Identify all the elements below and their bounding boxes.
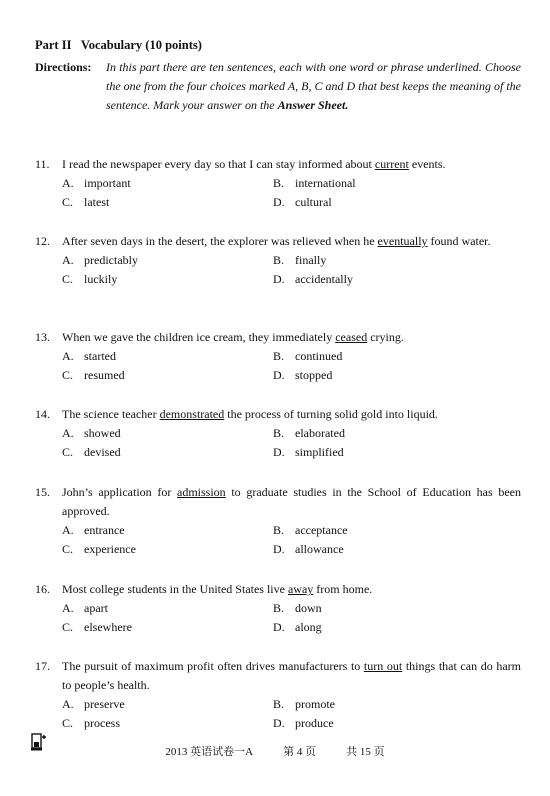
stem-after: from home. (313, 582, 373, 596)
question-stem (35, 232, 521, 251)
stem-after: things that can do harm to people’s health. (62, 659, 522, 692)
question-11 (35, 155, 521, 212)
underlined-word: current (374, 157, 409, 171)
question-stem (35, 483, 521, 521)
option-d: D. stopped (273, 368, 333, 382)
question-15 (35, 483, 521, 559)
option-b: B. international (273, 176, 356, 190)
stem-before: John’s application for (62, 485, 177, 499)
options (62, 521, 521, 559)
question-stem (35, 155, 521, 174)
stem-after: found water. (427, 234, 491, 248)
underlined-word: eventually (377, 234, 428, 248)
options (62, 251, 521, 289)
question-13 (35, 328, 521, 385)
page-footer (0, 743, 550, 759)
stem-before: When we gave the children ice cream, they immediately (62, 330, 336, 344)
option-d: D. simplified (273, 445, 344, 459)
section-heading (35, 38, 202, 53)
question-stem (35, 328, 521, 347)
option-b: B. continued (273, 349, 343, 363)
underlined-word: ceased (335, 330, 368, 344)
stem-before: After seven days in the desert, the explorer was relieved when he (62, 234, 378, 248)
option-d: D. cultural (273, 195, 332, 209)
question-stem (35, 580, 521, 599)
options (62, 347, 521, 385)
question-12 (35, 232, 521, 289)
question-number: 11. (35, 157, 50, 171)
option-d: D. accidentally (273, 272, 353, 286)
directions-label: Directions: (35, 60, 92, 74)
directions-body: In this part there are ten sentences, each with one word or phrase underlined. Choose the one from the four choices marked A, B, C and D that best keeps the meaning of the sentence. Mark your answer on the (106, 60, 521, 112)
options (62, 599, 521, 637)
option-b: B. down (273, 601, 322, 615)
option-b: B. acceptance (273, 523, 348, 537)
options (62, 174, 521, 212)
option-c: C. experience (62, 542, 136, 556)
question-14 (35, 405, 521, 462)
footer-page-number: 第 4 页 (283, 746, 317, 758)
question-number: 13. (35, 330, 50, 344)
question-16 (35, 580, 521, 637)
stem-before: The pursuit of maximum profit often drives manufacturers to (62, 659, 364, 673)
option-c: C. devised (62, 445, 121, 459)
option-a: A. showed (62, 426, 121, 440)
stem-after: to graduate studies in the School of Education has been approved. (62, 485, 521, 518)
stem-after: the process of turning solid gold into liquid. (224, 407, 438, 421)
underlined-word: turn out (363, 659, 403, 673)
option-c: C. latest (62, 195, 110, 209)
option-c: C. process (62, 716, 120, 730)
option-c: C. elsewhere (62, 620, 132, 634)
option-a: A. apart (62, 601, 108, 615)
directions-text (106, 58, 521, 115)
option-c: C. luckily (62, 272, 118, 286)
options (62, 424, 521, 462)
directions (35, 58, 521, 115)
option-a: A. important (62, 176, 131, 190)
question-17 (35, 657, 521, 733)
question-stem (35, 405, 521, 424)
underlined-word: demonstrated (159, 407, 225, 421)
stem-after: events. (408, 157, 446, 171)
option-d: D. allowance (273, 542, 344, 556)
option-b: B. finally (273, 253, 327, 267)
question-number: 12. (35, 234, 50, 248)
option-a: A. predictably (62, 253, 138, 267)
option-c: C. resumed (62, 368, 125, 382)
stem-after: crying. (367, 330, 404, 344)
stem-before: I read the newspaper every day so that I can stay informed about (62, 157, 375, 171)
question-number: 15. (35, 485, 50, 499)
section-part: Part II (35, 38, 72, 52)
option-b: B. promote (273, 697, 335, 711)
stem-before: Most college students in the United States live (62, 582, 288, 596)
footer-exam-title: 2013 英语试卷一A (165, 746, 254, 758)
question-number: 17. (35, 659, 50, 673)
option-a: A. preserve (62, 697, 125, 711)
option-d: D. along (273, 620, 322, 634)
question-stem (35, 657, 521, 695)
options (62, 695, 521, 733)
question-number: 14. (35, 407, 50, 421)
answer-sheet-label: Answer Sheet. (277, 98, 349, 112)
underlined-word: away (287, 582, 314, 596)
underlined-word: admission (177, 485, 226, 499)
option-d: D. produce (273, 716, 334, 730)
footer-total-pages: 共 15 页 (346, 746, 385, 758)
option-a: A. started (62, 349, 116, 363)
option-b: B. elaborated (273, 426, 345, 440)
stem-before: The science teacher (62, 407, 160, 421)
option-a: A. entrance (62, 523, 125, 537)
question-number: 16. (35, 582, 50, 596)
section-name: Vocabulary (10 points) (80, 38, 202, 52)
